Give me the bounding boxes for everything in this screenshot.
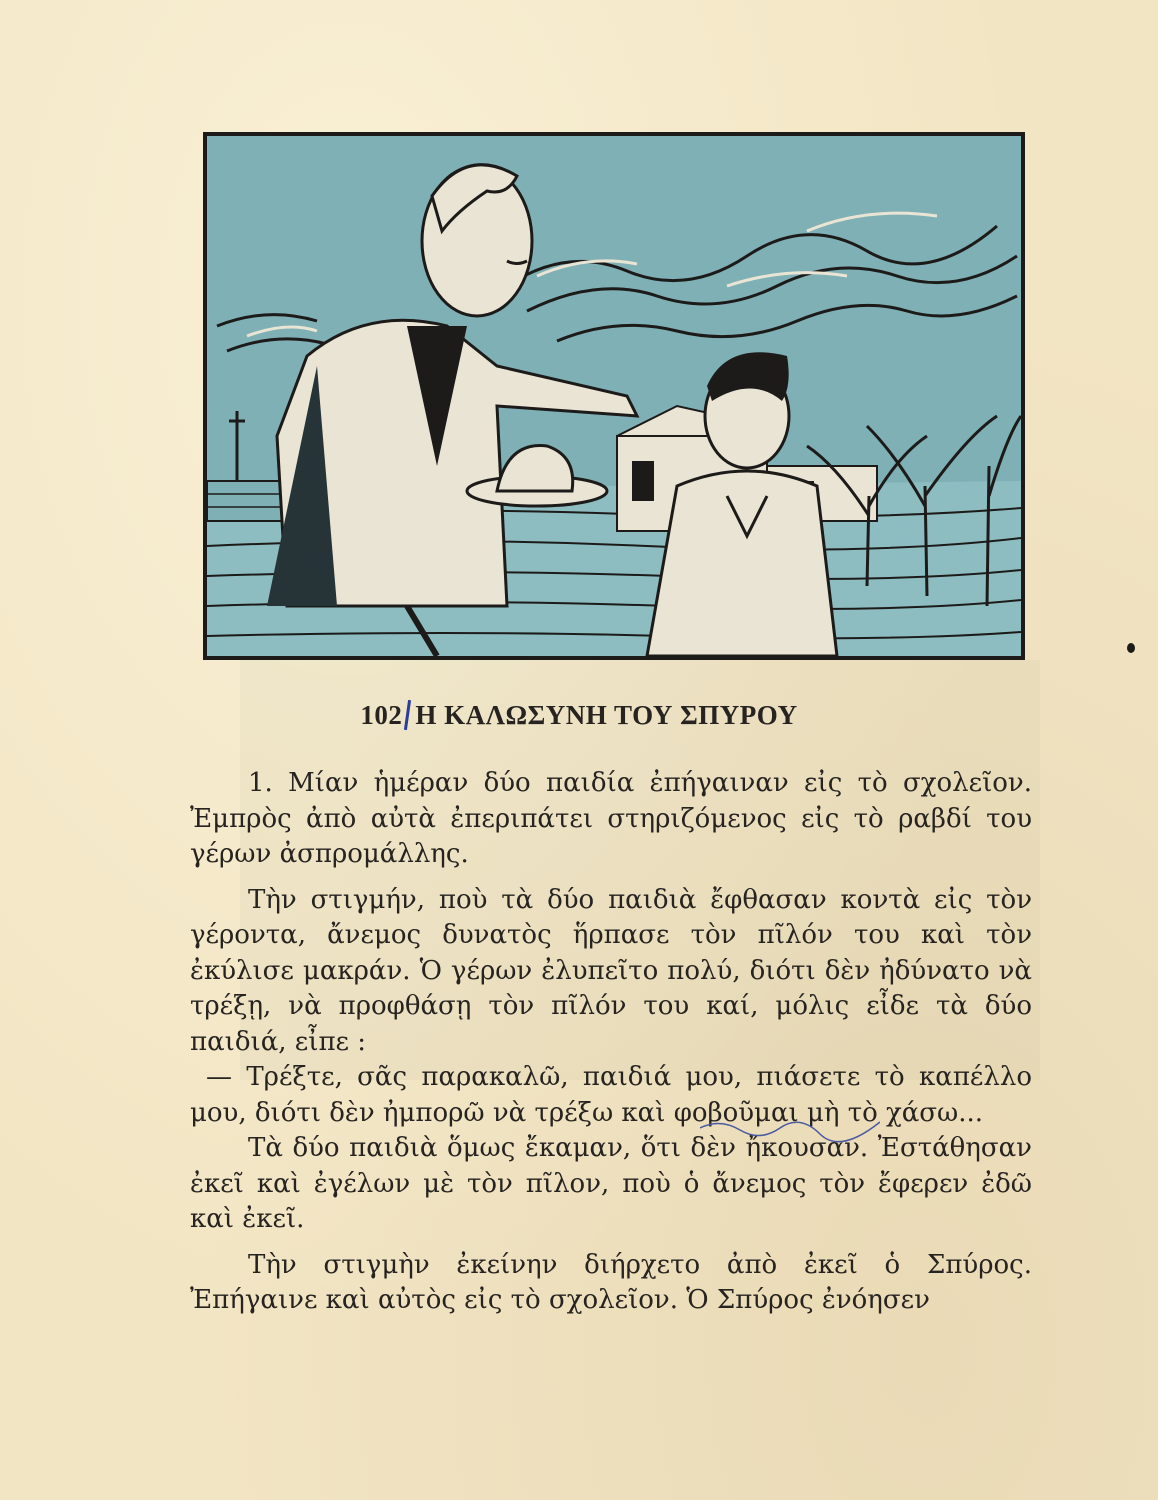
lesson-body <box>190 766 1032 1319</box>
lesson-heading <box>0 700 1158 731</box>
paragraph: Τὴν στιγμὴν ἐκείνην διήρχετο ἀπὸ ἐκεῖ ὁ Σπύρος. Ἐπήγαινε καὶ αὐτὸς εἰς τὸ σχολεῖον. Ὁ Σπύρος ἐνόησεν <box>190 1249 1032 1315</box>
pen-mark <box>404 700 411 730</box>
woodcut-old-man-and-boy-icon <box>207 136 1021 656</box>
lesson-title: Η ΚΑΛΩΣΥΝΗ ΤΟΥ ΣΠΥΡΟΥ <box>415 700 798 730</box>
lesson-number: 102 <box>360 700 403 730</box>
paragraph: — Τρέξτε, σᾶς παρακαλῶ, παιδιά μου, πιάσετε τὸ καπέλλο μου, διότι δὲν ἠμπορῶ νὰ τρέξω καὶ φοβοῦμαι μὴ τὸ χάσω... <box>190 1062 1032 1128</box>
pen-scribble <box>700 1116 880 1144</box>
ink-spot <box>1127 643 1135 653</box>
paragraph: Τὴν στιγμήν, ποὺ τὰ δύο παιδιὰ ἔφθασαν κοντὰ εἰς τὸν γέροντα, ἄνεμος δυνατὸς ἥρπασε τὸν πῖλόν του καὶ τὸν ἐκύλισε μακράν. Ὁ γέρων ἐλυπεῖτο πολύ, διότι δὲν ἠδύνατο νὰ τρέξῃ, νὰ προφθάσῃ τὸν πῖλόν του καί, μόλις εἶδε τὰ δύο παιδιά, εἶπε : <box>190 884 1032 1057</box>
paragraph: Τὰ δύο παιδιὰ ὅμως ἔκαμαν, ὅτι δὲν ἤκουσαν. Ἐστάθησαν ἐκεῖ καὶ ἐγέλων μὲ τὸν πῖλον, ποὺ ὁ ἄνεμος τὸν ἔφερεν ἐδῶ καὶ ἐκεῖ. <box>190 1133 1032 1234</box>
paragraph: 1. Μίαν ἡμέραν δύο παιδία ἐπήγαιναν εἰς τὸ σχολεῖον. Ἐμπρὸς ἀπὸ αὐτὰ ἐπεριπάτει στηριζόμενος εἰς τὸ ραβδί του γέρων ἀσπρομάλλης. <box>190 768 1032 869</box>
woodcut-illustration <box>203 132 1025 660</box>
